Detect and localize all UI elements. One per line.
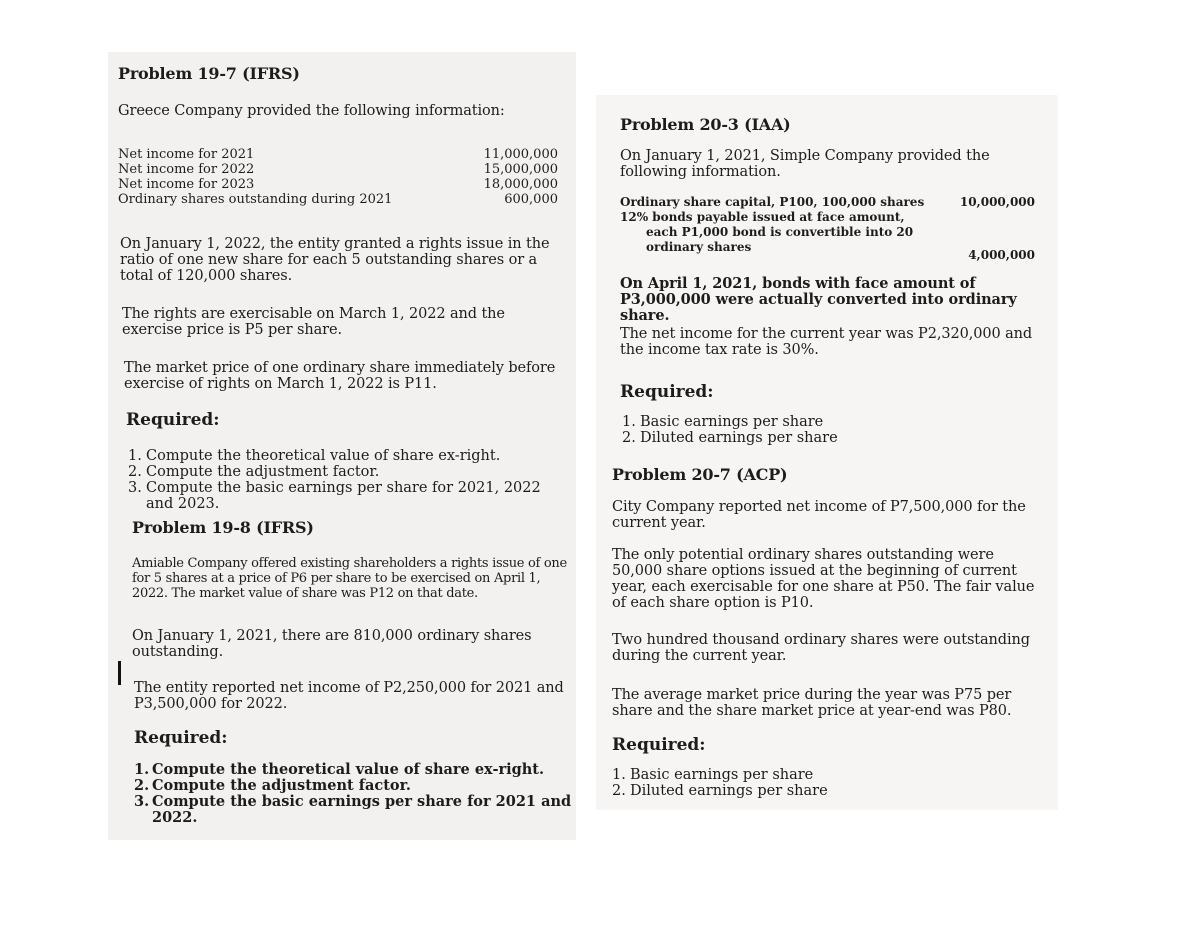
data-row: Net income for 2023 18,000,000 [118,177,558,192]
data-row: Ordinary share capital, P100, 100,000 shares 10,000,000 [620,195,1035,209]
data-row: ordinary shares 4,000,000 [646,240,1035,262]
paragraph: The entity reported net income of P2,250,000 for 2021 and P3,500,000 for 2022. [134,680,564,712]
list-item: 1. Basic earnings per share [612,767,814,783]
paragraph: On January 1, 2022, the entity granted a rights issue in the ratio of one new share for each 5 outstanding shares or a total of 120,000 shares. [120,236,550,284]
list-item: 2. Diluted earnings per share [612,783,828,799]
paragraph: City Company reported net income of P7,500,000 for the current year. [612,499,1026,531]
data-row: 12% bonds payable issued at face amount, [620,210,905,224]
required-list [128,448,568,512]
data-row: Net income for 2021 11,000,000 [118,147,558,162]
paragraph: The rights are exercisable on March 1, 2022 and the exercise price is P5 per share. [122,306,505,338]
paragraph: The net income for the current year was P2,320,000 and the income tax rate is 30%. [620,326,1033,358]
list-item: 3. Compute the basic earnings per share for 2021 and 2022. [134,793,572,826]
required-heading: Required: [612,735,706,755]
data-row: Net income for 2022 15,000,000 [118,162,558,177]
problem-20-3-data-table [620,195,1035,262]
data-row: each P1,000 bond is convertible into 20 [646,225,914,239]
list-item: 1. Compute the theoretical value of share ex-right. [128,448,501,464]
margin-mark [118,661,121,685]
list-item: 1. Basic earnings per share [622,414,824,430]
paragraph: The market price of one ordinary share immediately before exercise of rights on March 1, 2022 is P11. [124,360,556,392]
problem-19-7-intro: Greece Company provided the following information: [118,103,505,119]
problem-20-7-title: Problem 20-7 (ACP) [612,465,788,484]
paragraph: On January 1, 2021, there are 810,000 ordinary shares outstanding. [132,628,532,660]
list-item: 2. Compute the adjustment factor. [128,464,380,480]
paragraph: Two hundred thousand ordinary shares were outstanding during the current year. [612,632,1030,664]
list-item: 3. Compute the basic earnings per share for 2021, 2022 and 2023. [128,480,541,512]
problem-20-3-intro: On January 1, 2021, Simple Company provided the following information. [620,148,990,180]
problem-19-7-data-table [118,147,558,207]
required-heading: Required: [134,728,228,748]
problem-20-3-title: Problem 20-3 (IAA) [620,115,791,134]
paragraph: The average market price during the year was P75 per share and the share market price at year-end was P80. [612,687,1012,719]
paragraph: On April 1, 2021, bonds with face amount of P3,000,000 were actually converted into ordinary share. [620,275,1017,324]
required-heading: Required: [620,382,714,402]
data-row: Ordinary shares outstanding during 2021 600,000 [118,192,558,207]
required-list [612,767,1012,799]
required-heading: Required: [126,410,220,430]
list-item: 2. Compute the adjustment factor. [134,777,411,794]
problem-19-7-title: Problem 19-7 (IFRS) [118,64,300,83]
paragraph: The only potential ordinary shares outstanding were 50,000 share options issued at the beginning of current year, each exercisable for one share at P50. The fair value of each share option is P10. [612,547,1035,611]
problem-19-8-title: Problem 19-8 (IFRS) [132,518,314,537]
paragraph: Amiable Company offered existing shareholders a rights issue of one for 5 shares at a price of P6 per share to be exercised on April 1, 2022. The market value of share was P12 on that date. [132,556,567,601]
list-item: 2. Diluted earnings per share [622,430,838,446]
required-list [134,762,574,826]
required-list [622,414,1022,446]
list-item: 1. Compute the theoretical value of share ex-right. [134,761,545,778]
